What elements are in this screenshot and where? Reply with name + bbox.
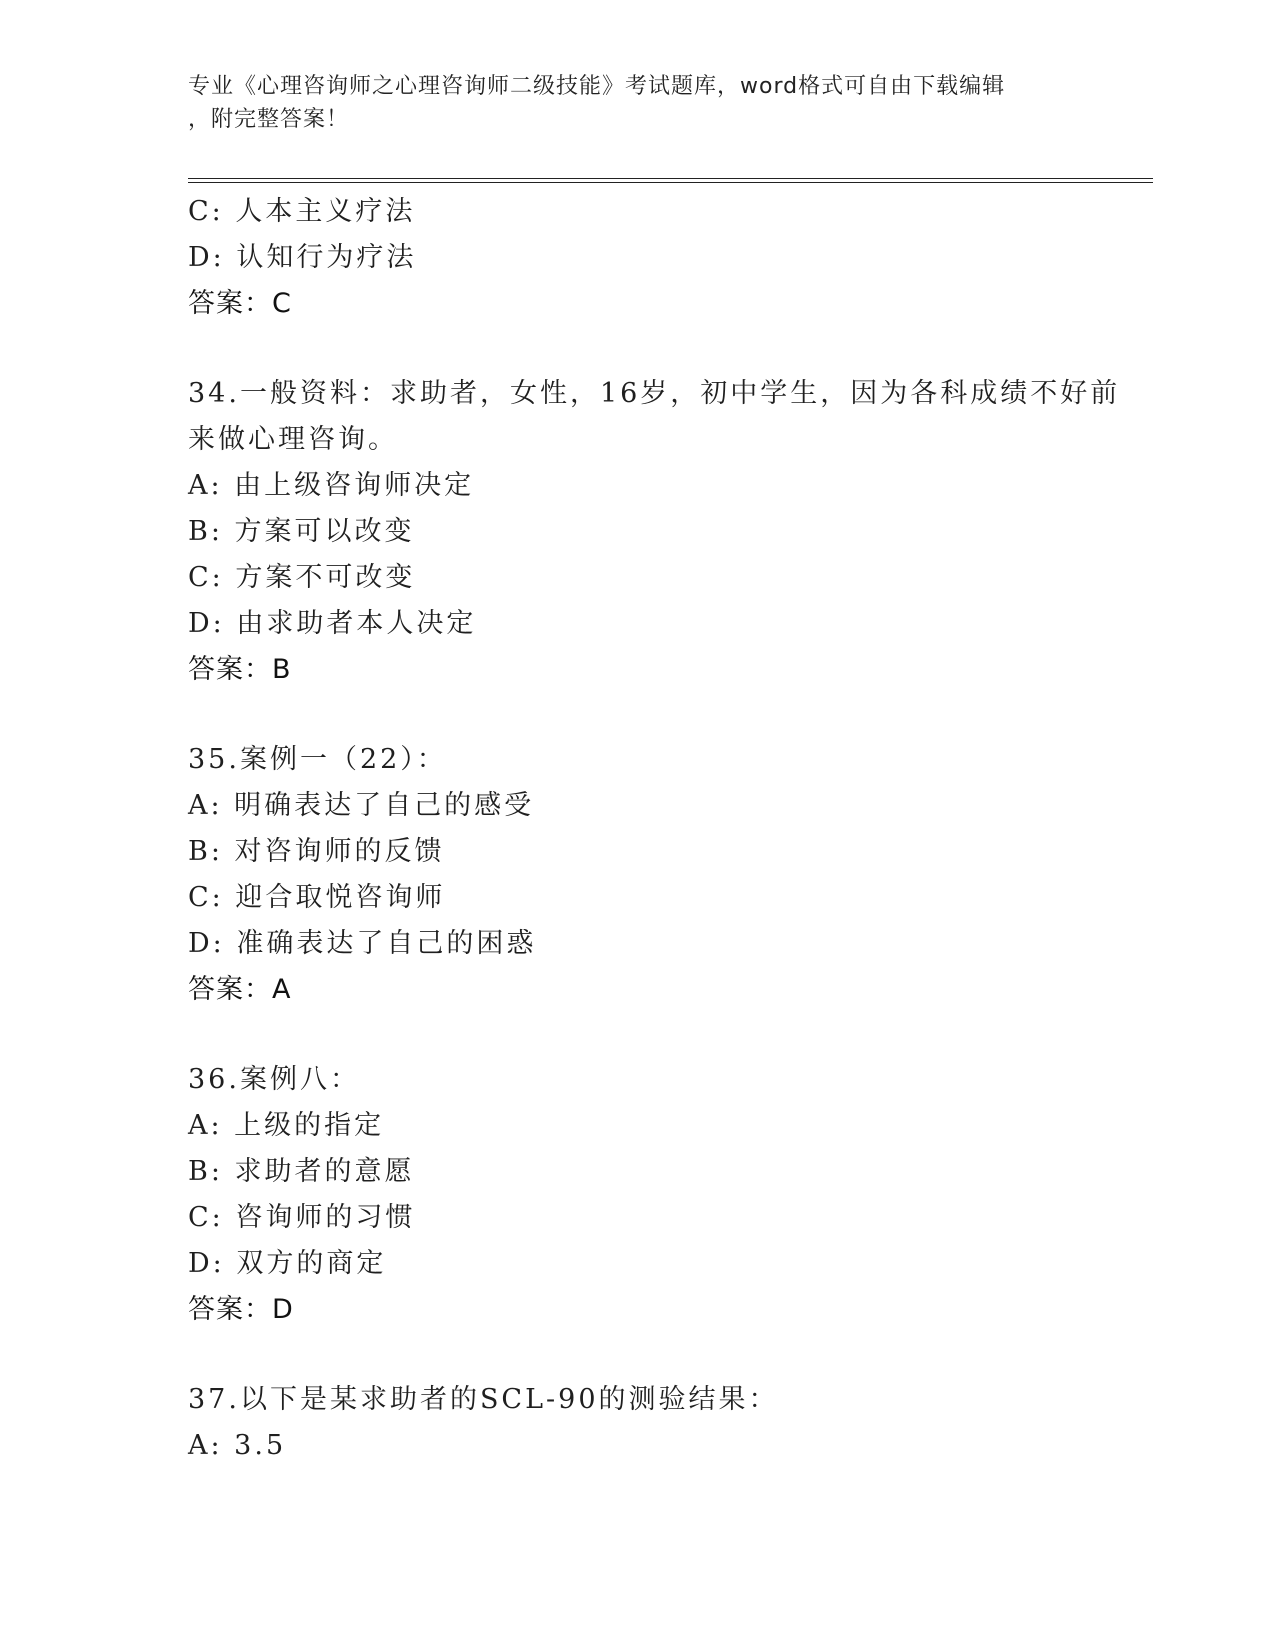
question-stem: 36.案例八： [188, 1064, 360, 1095]
question-37 [188, 1377, 1148, 1469]
spacer [188, 327, 1148, 371]
spacer [188, 1333, 1148, 1377]
question-33-continuation [188, 189, 1148, 327]
option-c: C: 迎合取悦咨询师 [188, 882, 446, 913]
question-36 [188, 1057, 1148, 1333]
header-rule-bottom [188, 182, 1153, 183]
header-line-1: 专业《心理咨询师之心理咨询师二级技能》考试题库，word格式可自由下载编辑 [188, 74, 1006, 99]
option-c: C: 方案不可改变 [188, 562, 416, 593]
option-d: D: 由求助者本人决定 [188, 608, 477, 639]
answer-line: 答案：B [188, 654, 292, 685]
option-b: B: 方案可以改变 [188, 516, 415, 547]
answer-line: 答案：D [188, 1294, 294, 1325]
question-35 [188, 737, 1148, 1013]
answer-line: 答案：A [188, 974, 292, 1005]
question-34 [188, 371, 1148, 693]
option-d: D: 认知行为疗法 [188, 242, 417, 273]
option-a: A: 由上级咨询师决定 [188, 470, 475, 501]
answer-line: 答案：C [188, 288, 292, 319]
header-rule-top [188, 178, 1153, 179]
question-stem: 35.案例一（22）： [188, 744, 447, 775]
option-c: C: 人本主义疗法 [188, 196, 416, 227]
option-d: D: 双方的商定 [188, 1248, 387, 1279]
spacer [188, 693, 1148, 737]
option-b: B: 求助者的意愿 [188, 1156, 415, 1187]
option-a: A: 3.5 [188, 1430, 287, 1461]
header-line-2: ，附完整答案！ [188, 107, 350, 132]
option-a: A: 明确表达了自己的感受 [188, 790, 535, 821]
option-c: C: 咨询师的习惯 [188, 1202, 416, 1233]
document-header [188, 70, 1088, 136]
question-stem: 来做心理咨询。 [188, 424, 398, 455]
question-list [188, 189, 1148, 1469]
option-d: D: 准确表达了自己的困惑 [188, 928, 537, 959]
spacer [188, 1013, 1148, 1057]
option-b: B: 对咨询师的反馈 [188, 836, 445, 867]
question-stem: 37.以下是某求助者的SCL-90的测验结果： [188, 1384, 779, 1415]
question-stem: 34.一般资料：求助者，女性，16岁，初中学生，因为各科成绩不好前 [188, 378, 1121, 409]
option-a: A: 上级的指定 [188, 1110, 385, 1141]
